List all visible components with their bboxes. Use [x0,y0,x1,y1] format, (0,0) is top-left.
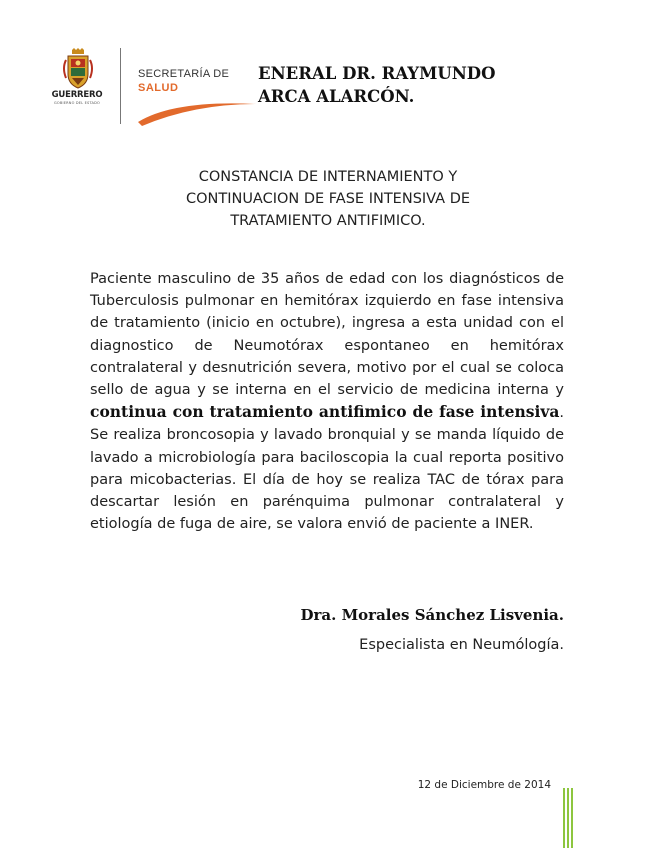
guerrero-logo-subtext: GOBIERNO DEL ESTADO [54,101,100,105]
title-line3: TRATAMIENTO ANTIFIMICO. [230,213,426,229]
header-divider [120,48,121,124]
secretaria-label: SECRETARÍA DE [138,68,230,80]
hospital-name-line2: ARCA ALARCÓN. [258,87,415,106]
title-line2: CONTINUACION DE FASE INTENSIVA DE [185,191,471,207]
document-title [100,166,556,232]
hospital-name-line1: ENERAL DR. RAYMUNDO [258,64,496,83]
title-line1: CONSTANCIA DE INTERNAMIENTO Y [198,169,458,185]
body-text-bold: continua con tratamiento antifimico de fase intensiva [90,402,560,422]
body-paragraph [90,268,564,535]
signer-name: Dra. Morales Sánchez Lisvenia. [300,606,564,624]
hospital-name [258,62,496,108]
salud-label: SALUD [138,82,179,94]
coat-of-arms-icon [48,48,108,92]
guerrero-logo-text: GUERRERO [51,90,103,100]
body-text-part1: Paciente masculino de 35 años de edad con los diagnósticos de Tuberculosis pulmonar en hemitórax izquierdo en fase intensiva de tratamiento (inicio en octubre), ingresa a esta unidad con el diagnostico de Neumotórax espontaneo en hemitórax contralateral y desnutrición severa, motivo por el cual se coloca sello de agua y se interna en el servicio de medicina interna y [90,271,564,399]
green-bars-decoration [562,788,574,848]
salud-swoosh-icon [134,92,258,128]
signer-specialty: Especialista en Neumólogía. [359,637,564,653]
body-text-part2: . Se realiza broncosopia y lavado bronquial y se manda líquido de lavado a microbiología para baciloscopia la cual reporta positivo para micobacterias. El día de hoy se realiza TAC de tórax para descartar lesión en parénquima pulmonar contralateral y etiología de fuga de aire, se valora envió de paciente a INER. [90,405,564,533]
document-date: 12 de Diciembre de 2014 [417,779,551,791]
